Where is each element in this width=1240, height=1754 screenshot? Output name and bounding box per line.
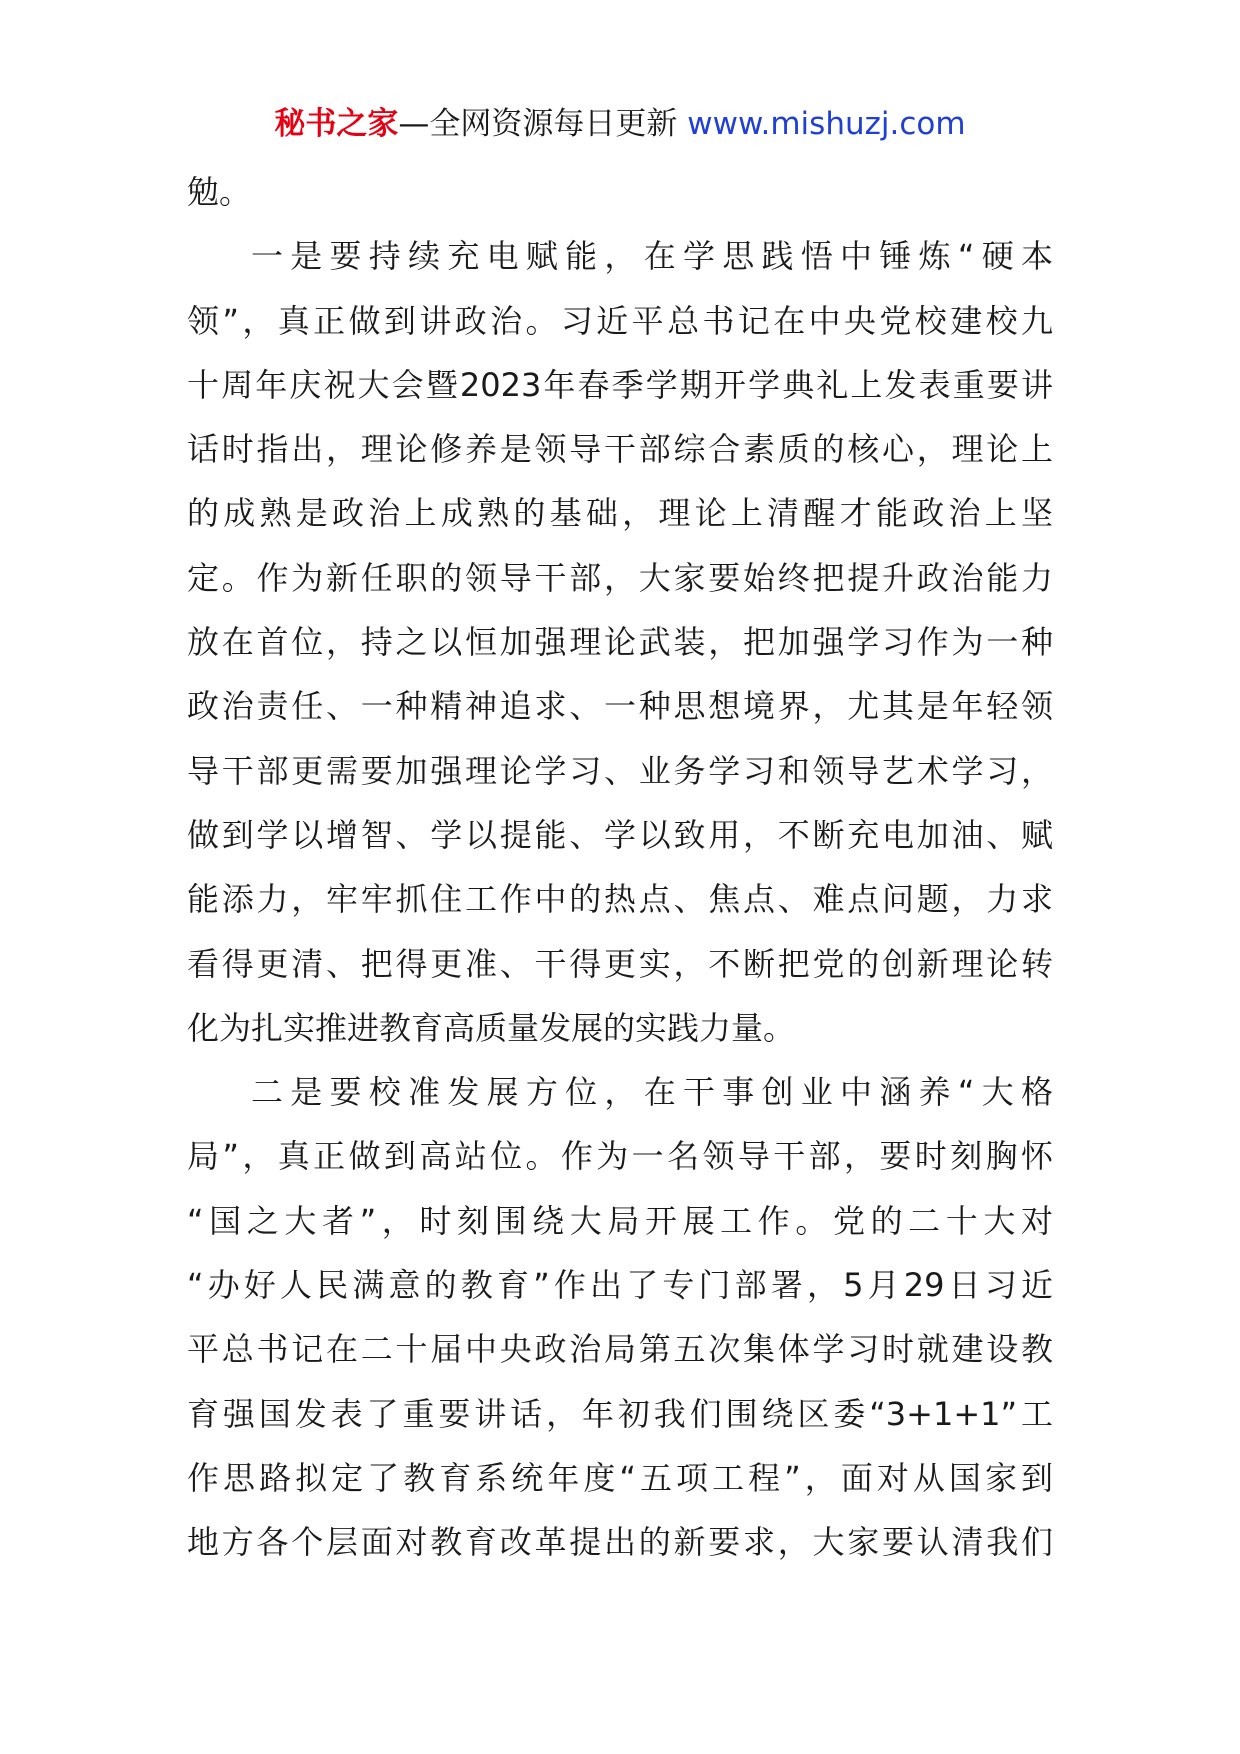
text-line: 作思路拟定了教育系统年度“五项工程”，面对从国家到	[187, 1458, 1053, 1497]
text-line: 勉。	[187, 173, 252, 211]
text-line: 能添力，牢牢抓住工作中的热点、焦点、难点问题，力求	[187, 880, 1053, 919]
text-line: 放在首位，持之以恒加强理论武装，把加强学习作为一种	[187, 623, 1053, 662]
text-line: 局”，真正做到高站位。作为一名领导干部，要时刻胸怀	[187, 1137, 1053, 1176]
header-tagline: —全网资源每日更新	[398, 106, 678, 142]
page-header	[0, 104, 1240, 144]
text-line: 政治责任、一种精神追求、一种思想境界，尤其是年轻领	[187, 687, 1053, 726]
text-line: 化为扎实推进教育高质量发展的实践力量。	[187, 1008, 796, 1047]
text-line: 领”，真正做到讲政治。习近平总书记在中央党校建校九	[187, 301, 1053, 340]
text-line: 十周年庆祝大会暨2023年春季学期开学典礼上发表重要讲	[187, 365, 1053, 404]
text-line: “办好人民满意的教育”作出了专门部署，5月29日习近	[187, 1266, 1053, 1305]
text-line: 话时指出，理论修养是领导干部综合素质的核心，理论上	[187, 430, 1053, 469]
text-line: 平总书记在二十届中央政治局第五次集体学习时就建设教	[187, 1330, 1053, 1369]
text-line: 育强国发表了重要讲话，年初我们围绕区委“3+1+1”工	[187, 1394, 1053, 1433]
text-line: 地方各个层面对教育改革提出的新要求，大家要认清我们	[187, 1523, 1053, 1562]
paragraph-2-start: 二是要校准发展方位，在干事创业中涵养“大格	[251, 1073, 1053, 1112]
text-line: 看得更清、把得更准、干得更实，不断把党的创新理论转	[187, 944, 1053, 983]
header-brand: 秘书之家	[274, 106, 399, 142]
text-line: 导干部更需要加强理论学习、业务学习和领导艺术学习，	[187, 751, 1053, 790]
document-body	[187, 160, 1053, 1575]
header-url-link[interactable]: www.mishuzj.com	[687, 106, 966, 142]
text-line: “国之大者”，时刻围绕大局开展工作。党的二十大对	[187, 1201, 1053, 1240]
text-line: 的成熟是政治上成熟的基础，理论上清醒才能政治上坚	[187, 494, 1053, 533]
text-line: 定。作为新任职的领导干部，大家要始终把提升政治能力	[187, 558, 1053, 597]
paragraph-1-start: 一是要持续充电赋能，在学思践悟中锤炼“硬本	[251, 237, 1053, 276]
text-line: 做到学以增智、学以提能、学以致用，不断充电加油、赋	[187, 815, 1053, 854]
